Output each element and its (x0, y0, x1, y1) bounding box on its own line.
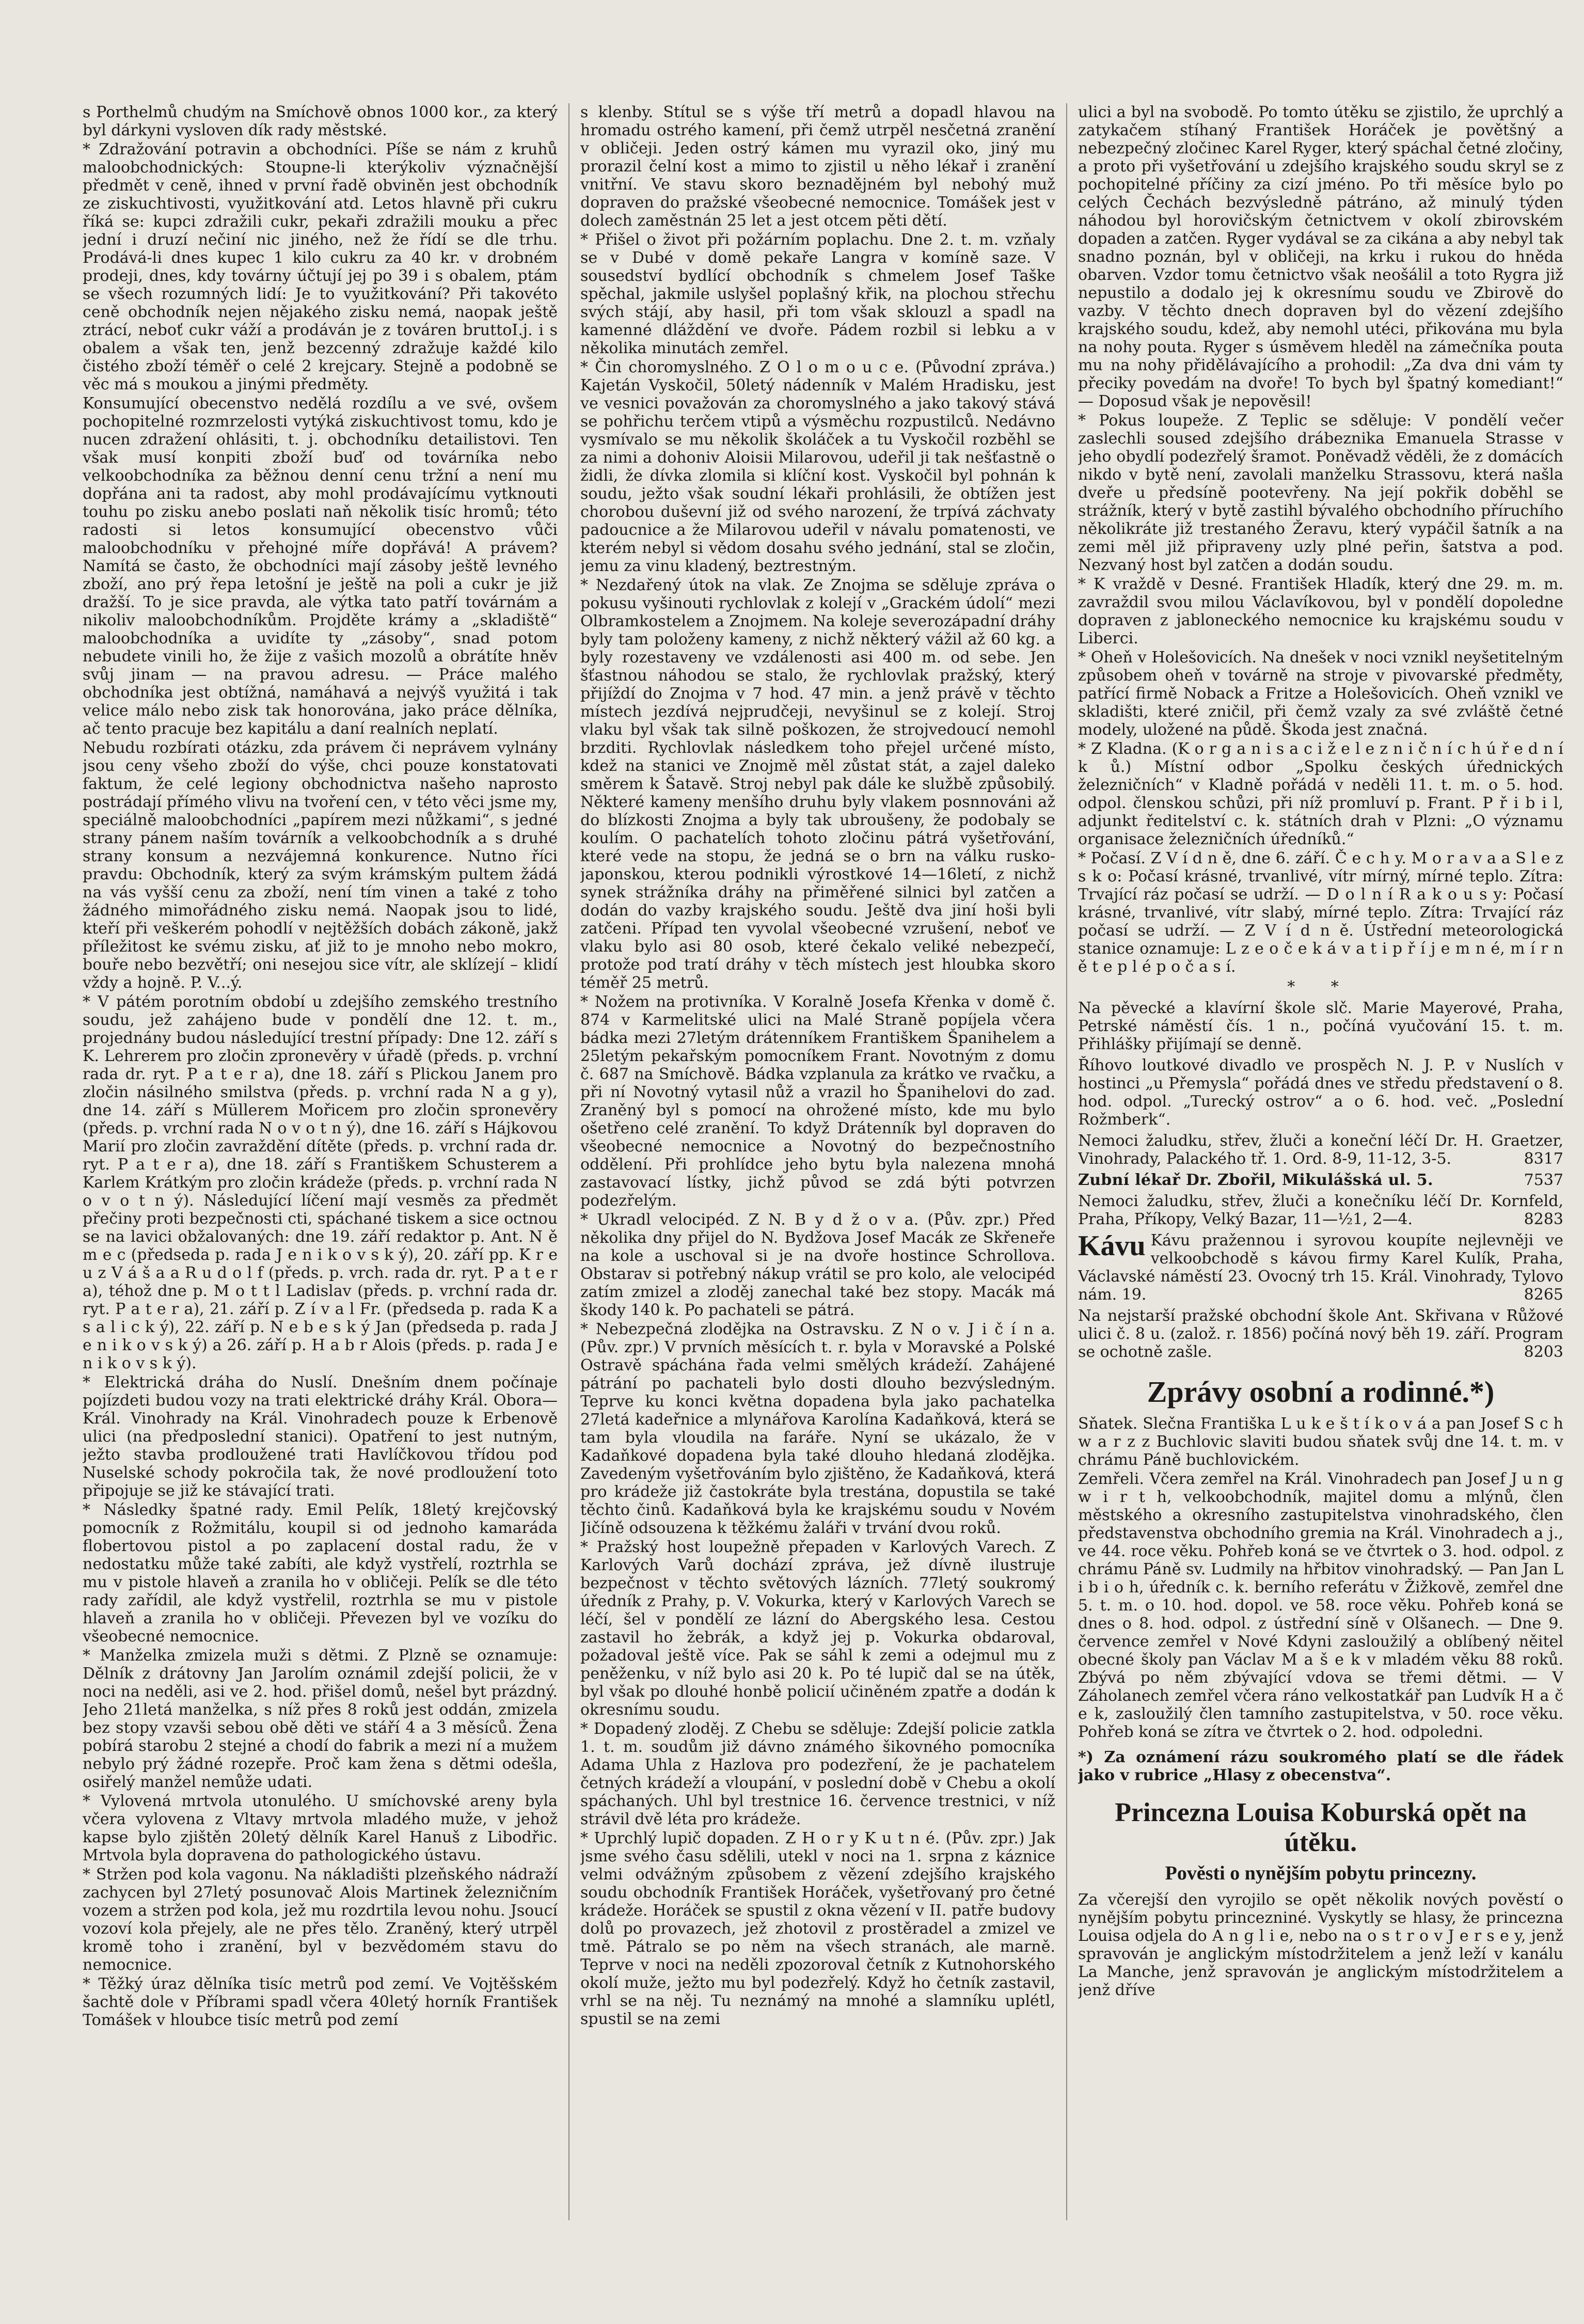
personal-paragraph: Sňatek. Slečna Františka L u k e š t í k o v á a pan Josef S c h w a r z z Buchlovic slaviti budou sňatek svůj dne 14. t. m. v chrámu Páně buchlovickém. (1078, 1415, 1563, 1469)
article-paragraph: ulici a byl na svobodě. Po tomto útěku se zjistilo, že uprchlý a zatykačem stíhaný František Horáček je povětšný a nebezpečný zločinec Karel Ryger, který spáchal četné zločiny, a proto při vyšetřování u zdejšího krajského soudu skryl se z pochopitelné příčiny za cizí jméno. Po tři měsíce bylo po celých Čechách bezvýsledně pátráno, až minulý týden náhodou byl horovičským četnictvem v okolí zbirovském dopaden a zatčen. Ryger vydával se za cikána a aby nebyl tak snadno poznán, byl v obličeji, na krku i rukou do hněda obarven. Vzdor tomu četnictvo však neošálil a toto Rygra již nepustilo a dodalo jej k okresnímu soudu ve Zbirově do vazby. V těchto dnech dopraven byl do vězení zdejšího krajského soudu, kdež, aby nemohl utéci, přikována mu byla na nohy pouta. Ryger s úsměvem hleděl na zámečníka pouta mu na nohy přidělávajícího a prohodil: „Za dva dni vám ty přeciky povedám na dvoře! To bych byl špatný komediant!“ — Doposud však je nepověsil! (1078, 103, 1563, 410)
article-paragraph: * Pražský host loupežně přepaden v Karlových Varech. Z Karlových Varů dochází zpráva, jež dívně ilustruje bezpečnost v těchto světových lázních. 77letý soukromý úředník z Prahy, p. V. Vokurka, který v Karlových Varech se léčí, šel v pondělí ze lázní do Abergského lesa. Cestou zastavil ho žebrák, a když jej p. Vokurka obdaroval, požadoval ještě více. Pak se sáhl k zemi a odejmul mu z peněženku, v níž bylo asi 20 k. Po té lupič dal se na útěk, byl však po dlouhé honbě policií učiněném zpatře a dodán k okresnímu soudu. (580, 1538, 1055, 1719)
advert-text: Říhovo loutkové divadlo ve prospěch N. J. P. v Nuslích v hostinci „u Přemysla“ pořádá dnes ve středu představení o 8. hod. odpol. „Turecký ostrov“ a o 6. hod. več. „Poslední Rožmberk“. (1078, 1056, 1563, 1129)
article-paragraph: s klenby. Stítul se s výše tří metrů a dopadl hlavou na hromadu ostrého kamení, při čemž utrpěl nesčetná zranění v obličeji. Jeden ostrý kámen mu vyrazil oko, jiný mu prorazil čelní kost a mimo to zjistil u něho lékař i zranění vnitřní. Ve stavu skoro beznadějném byl nebohý muž dopraven do pražské všeobecné nemocnice. Tomášek jest v dolech zaměstnán 25 let a jest otcem pěti dětí. (580, 103, 1055, 230)
article-paragraph: * V pátém porotním období u zdejšího zemského trestního soudu, jež zahájeno bude v pondělí dne 12. t. m., projednány budou následující trestní případy: Dne 12. září s K. Lehrerem pro zločin zpronevěry v úřadě (předs. p. vrchní rada dr. ryt. P a t e r a), dne 18. září s Plickou Janem pro zločin násilného smilstva (předs. p. vrchní rada N a g y), dne 14. září s Müllerem Mořicem pro zločin spronevěry (předs. p. vrchní rada N o v o t n ý), dne 16. září s Hájkovou Marií pro zločin zavraždění dítěte (předs. p. vrchní rada dr. ryt. P a t e r a), dne 18. září s Františkem Schusterem a Karlem Krátkým pro zločin krádeže (předs. p. vrchní rada N o v o t n ý). Následující líčení mají vesměs za předmět přečiny proti bezpečnosti cti, spáchané tiskem a sice octnou se na lavici obžalovaných: dne 19. září redaktor p. Ant. N ě m e c (předseda p. rada J e n i k o v s k ý), 20. září pp. K r e u z V á š a a R u d o l f (předs. p. vrch. rada dr. ryt. P a t e r a), téhož dne p. M o t t l Ladislav (předs. p. vrchní rada dr. ryt. P a t e r a), 21. září p. Z í v a l Fr. (předseda p. rada K a s a l i c k ý), 22. září p. N e b e s k ý Jan (předseda p. rada J e n i k o v s k ý) a 26. září p. H a b r Alois (předs. p. rada J e n i k o v s k ý). (83, 993, 558, 1372)
advert-graetzer (1078, 1132, 1563, 1168)
advert-text: Kávu pražennou i syrovou koupíte nejlevněji ve velkoobchodě s kávou firmy Karel Kulík, Praha, Václavské náměstí 23. Ovocný trh 15. Král. Vinohrady, Tylovo nám. 19. (1078, 1231, 1563, 1304)
advert-number: 8317 (1524, 1150, 1563, 1168)
advert-text: Zubní lékař Dr. Zbořil, Mikulášská ul. 5. (1078, 1171, 1433, 1189)
article-paragraph: * Počasí. Z V í d n ě, dne 6. září. Č e c h y. M o r a v a a S l e z s k o: Počasí krásné, trvanlivé, vítr mírný, mírné teplo. Zítra: Trvající ráz počasí se udrží. — D o l n í R a k o u s y: Počasí krásné, trvanlivé, vítr slabý, mírné teplo. Zítra: Trvající ráz počasí se udrží. — Z V í d n ě. Ústřední meteorologická stanice oznamuje: L z e o č e k á v a t i p ř í j e m n é, m í r n ě t e p l é p o č a s í. (1078, 849, 1563, 976)
column-1 (83, 103, 558, 2220)
article-paragraph: * Uprchlý lupič dopaden. Z H o r y K u t n é. (Pův. zpr.) Jak jsme svého času sdělili, utekl v noci na 1. srpna z káznice velmi odvážným způsobem z vězení zdejšího krajského soudu obchodník František Horáček, vyšetřovaný pro četné krádeže. Horáček se spustil z okna vězení v II. patře budovy dolů po provazech, jež zhotovil z prostěradel a zmizel ve tmě. Pátralo se po něm na všech stranách, ale marně. Teprve v noci na neděli zpozoroval četník z Kutnohorského okolí muže, ježto mu byl podezřelý. Když ho četník zastavil, vrhl se na něj. Tu neznámý na mnohé a slamníku uplétl, spustil se na zemi (580, 1829, 1055, 2028)
article-paragraph: * Čin choromyslného. Z O l o m o u c e. (Původní zpráva.) Kajetán Vyskočil, 50letý nádenník v Malém Hradisku, jest ve vesnici považován za choromyslného a jako takový stává se pohřichu terčem vtipů a výsměchu rozpustilců. Nedávno vysmívalo se mu několik školáček a tu Vyskočil rozběhl se za nimi a dohoniv Aloisii Milarovou, udeřil ji tak nešťastně o židli, že dívka zlomila si klíční kost. Vyskočil byl pohnán k soudu, ježto však soudní lékaři prohlásili, že obtížen jest chorobou duševní již od svého narození, že trpívá záchvaty padoucnice a že Milarovou udeřil v návalu pomatenosti, ve kterém nebyl si vědom dosahu svého jednání, stal se zločin, jemu za vinu kladený, beztrestným. (580, 358, 1055, 575)
article-paragraph: * Přišel o život při požárním poplachu. Dne 2. t. m. vzňaly se v Dubé v domě pekaře Langra v komíně saze. V sousedství bydlící obchodník s chmelem Josef Taške spěchal, jakmile uslyšel poplašný křik, na plochou střechu svých stájí, aby hasil, při tom však sklouzl a spadl na kamenné dláždění ve dvoře. Pádem rozbil si lebku a v několika minutách zemřel. (580, 231, 1055, 357)
article-subheadline: Pověsti o nynějším pobytu princezny. (1165, 1862, 1477, 1884)
advert-singing-school (1078, 999, 1563, 1053)
article-paragraph: s Porthelmů chudým na Smíchově obnos 1000 kor., za který byl dárkyni vysloven dík rady městské. (83, 103, 558, 139)
advert-business-school (1078, 1307, 1563, 1361)
separator-stars: * * (1287, 978, 1354, 996)
column-rule-1 (568, 103, 569, 2220)
advert-text: Nemoci žaludku, střev, žluči a konečníku léčí Dr. Kornfeld, Praha, Příkopy, Velký Bazar, 11—½1, 2—4. (1078, 1192, 1563, 1228)
article-paragraph: * Těžký úraz dělníka tisíc metrů pod zemí. Ve Vojtěšském šachtě dole v Příbrami spadl včera 40letý horník František Tomášek v hloubce tisíc metrů pod zemí (83, 1975, 558, 2029)
article-paragraph: * Elektrická dráha do Nuslí. Dnešním dnem počínaje pojízdeti budou vozy na trati elektrické dráhy Král. Obora—Král. Vinohrady na Král. Vinohradech pouze k Erbenově ulici (na předposlední stanici). Opatření to jest nutným, ježto stavba prodloužené trati Havlíčkovou třídou pod Nuselské schody pokročila tak, že nové prodloužení toto připojuje se již ke stávající trati. (83, 1373, 558, 1500)
section-title: Zprávy osobní a rodinné.*) (1147, 1375, 1495, 1409)
advert-text: Na nejstarší pražské obchodní škole Ant. Skřivana v Růžové ulici č. 8 u. (založ. r. 1856) počíná nový běh 19. září. Program se ochotně zašle. (1078, 1307, 1563, 1361)
advert-coffee (1078, 1231, 1563, 1304)
advert-puppet-theatre (1078, 1056, 1563, 1129)
article-paragraph: * Oheň v Holešovicích. Na dnešek v noci vznikl neyšetitelným způsobem oheň v továrně na stroje v pivovarské předměty, patřící firmě Noback a Fritze a Holešovicích. Oheň vznikl ve skladišti, které zničil, při čemž vzaly za své zvláště četné modely, uložené na půdě. Škoda jest značná. (1078, 649, 1563, 739)
advert-number: 8203 (1524, 1343, 1563, 1361)
advert-text: Nemoci žaludku, střev, žluči a koneční léčí Dr. H. Graetzer, Vinohrady, Palackého tř. 1. Ord. 8-9, 11-12, 3-5. (1078, 1132, 1563, 1168)
article-paragraph: * Stržen pod kola vagonu. Na nákladišti plzeňského nádraží zachycen byl 27letý posunovač Alois Martinek železničním vozem a stržen pod kola, jež mu rozdrtila levou nohu. Jsoucí vozoví kola přejely, ale ne přes tělo. Zraněný, který utrpěl kromě toho i zranění, byl v bezvědomém stavu do nemocnice. (83, 1865, 558, 1974)
article-paragraph: * Nožem na protivníka. V Koralně Josefa Křenka v domě č. 874 v Karmelitské ulici na Malé Straně popíjela včera bádka mezi 27letým drátenníkem Františkem Španihelem a 25letým pekařským pomocníkem Frant. Novotným z domu č. 687 na Smíchově. Bádka vzplanula za krátko ve rvačku, a při ní Novotný vytasil nůž a vrazil ho Španihelovi do zad. Zraněný byl s pomocí na ohrožené místo, kde mu bylo ošetřeno celé zranění. To když Drátenník byl dopraven do všeobecné nemocnice a Novotný do bezpečnostního oddělení. Při prohlídce jeho bytu byla nalezena mnohá zastavovací lístky, jichž původ se zdá býti potvrzen podezřelým. (580, 993, 1055, 1210)
advert-number: 7537 (1524, 1171, 1563, 1189)
article-paragraph: * Z Kladna. (K o r g a n i s a c i ž e l e z n i č n í c h ú ř e d n í k ů.) Místní odbor „Spolku českých úřednických železničních“ v Kladně pořádá v neděli 11. t. m. o 5. hod. odpol. členskou schůzi, při níž promluví p. Frant. P ř i b i l, adjunkt ředitelství c. k. státních drah v Plzni: „O významu organisace železničních úředníků.“ (1078, 740, 1563, 848)
advert-dentist (1078, 1171, 1563, 1189)
article-paragraph: Nebudu rozbírati otázku, zda právem či neprávem vylnány jsou ceny všeho zboží do výše, chci pouze konstatovati faktum, že celé legiony obchodnictva našeho naprosto postrádají přímého vlivu na tvoření cen, v této věci jsme my, speciálně maloobchodníci „papírem mezi nůžkami“, s jedné strany pánem naším továrník a velkoobchodník a s druhé strany konsum a nezvájemná konkurence. Nutno říci pravdu: Obchodník, který za svým krámským pultem žádá na vás vyšší cenu za zboží, není tím vinen a také z toho žádného mimořádného zisku nemá. Naopak jsou to lidé, kteří při veškerém pohodlí v nejtěžších dobách zákoně, jakž příležitost ke svému zisku, ať již to je mnoho nebo mokro, bouře nebo bezvětří; oni nesejou sice vítr, ale sklízejí – klidí vždy a hojně. P. V...ý. (83, 739, 558, 992)
column-3 (1078, 103, 1563, 2220)
column-2 (580, 103, 1055, 2220)
advert-kornfeld (1078, 1192, 1563, 1228)
article-paragraph: * K vraždě v Desné. František Hladík, který dne 29. m. m. zavraždil svou milou Václavíkovou, byl v pondělí dopoledne dopraven z jabloneckého nemocnice ku krajskému soudu v Liberci. (1078, 575, 1563, 647)
advert-number: 8283 (1524, 1210, 1563, 1228)
article-paragraph: * Zdražování potravin a obchodníci. Píše se nám z kruhů maloobchodnických: Stoupne-li kterýkoliv význačnější předmět v ceně, ihned v první řadě obviněn jest obchodník ze ziskuchtivosti, využitkování atd. Letos hlavně při cukru říká se: kupci zdražili cukr, pekaři zdražili mouku a přec jední i druzí nečiní nic jiného, než že řídí se dle trhu. Prodává-li dnes kupec 1 kilo cukru za 40 kr. v drobném prodeji, dnes, kdy továrny účtují jej po 39 i s obalem, ptám se všech rozumných lidí: Je to využitkování? Při takovéto ceně obchodník nejen nějakého zisku nemá, naopak ještě ztrácí, neboť cukr váží a prodáván je z továren bruttoI.j. i s obalem a však ten, jenž bezcenný zdražuje každé kilo čistého zboží téměř o celé 2 krejcary. Stejně a podobně se věc má s moukou a jinými předměty. (83, 140, 558, 393)
article-paragraph: * Vylovená mrtvola utonulého. U smíchovské areny byla včera vylovena z Vltavy mrtvola mladého muže, v jehož kapse bylo zjištěn 20letý dělník Karel Hanuš z Libodřic. Mrtvola byla dopravena do pathologického ústavu. (83, 1792, 558, 1864)
article-paragraph: * Dopadený zloděj. Z Chebu se sděluje: Zdejší policie zatkla 1. t. m. soudům již dávno známého šikovného pomocníka Adama Uhla z Hazlova pro podezření, že je pachatelem četných krádeží a vloupání, v poslední době v Chebu a okolí spáchaných. Uhl byl trestnice 16. července trestnici, v níž strávil dvě léta pro krádeže. (580, 1720, 1055, 1828)
article-paragraph: * Pokus loupeže. Z Teplic se sděluje: V pondělí večer zaslechli soused zdejšího drábeznika Emanuela Strasse v jeho obydlí podezřelý šramot. Poněvadž věděli, že z domácích nikdo v bytě není, zavolali manželku Strassovu, která našla dveře u předsíně pootevřeny. Na její pokřik doběhl se strážník, který v bytě zastihl bývalého obchodního příruchího několikráte již trestaného Žeravu, který vypáčil šatník a na zemi měl již připraveny uzly plné peřin, šatstva a pod. Nezvaný host byl zatčen a dodán soudu. (1078, 412, 1563, 574)
article-paragraph: Za včerejší den vyrojilo se opět několik nových pověstí o nynějším pobytu princezniné. Vyskytly se hlasy, že princezna Louisa odjela do A n g l i e, nebo na o s t r o v J e r s e y, jenž spravován je anglickým místodržitelem a jenž leží v kanálu La Manche, jenž spravován je anglickým místodržitelem a jenž dříve (1078, 1891, 1563, 1999)
article-paragraph: * Manželka zmizela muži s dětmi. Z Plzně se oznamuje: Dělník z drátovny Jan Jarolím oznámil zdejší policii, že v noci na neděli, asi ve 2. hod. přišel domů, nešel byt prázdný. Jeho 21letá manželka, s níž přes 8 roků jest oddán, zmizela bez stopy vzavši sebou obě děti ve stáří 4 a 3 měsíců. Žena pobírá starobu 2 stejné a chodí do fabrik a mezi ní a mužem nebylo prý žádné rozepře. Proč kam žena s dětmi odešla, osiřelý manžel nemůže udati. (83, 1647, 558, 1791)
advert-number: 8265 (1524, 1286, 1563, 1304)
article-paragraph: Konsumující obecenstvo nedělá rozdílu a ve své, ovšem pochopitelné rozmrzelosti vytýká ziskuchtivost tomu, kdo je nucen zdražení ohlásiti, t. j. obchodníku detailistovi. Ten však musí konpiti zboží buď od továrníka nebo velkoobchodníka za běžnou denní cenu tržní a není mu dopřána ani ta radost, aby mohl prodávajícímu vytknouti touhu po zisku anebo poslati naň několik tisíc hromů; této radosti si letos konsumující obecenstvo vůči maloobchodníku v přehojné míře dopřává! A právem? Namítá se často, že obchodníci mají zásoby ještě levného zboží, ano prý řepa letošní je ještě na poli a cukr je již dražší. To je sice pravda, ale výtka tato patří továrnám a nikoliv maloobchodníkům. Projděte krámy a „skladiště“ maloobchodníka a uvidíte ty „zásoby“, snad potom nebudete vinili ho, že žije z vašich mozolů a obrátíte hněv svůj jinam — na pravou adresu. — Práce malého obchodníka jest obtížná, namáhavá a nejvýš využitá i tak velice málo nebo zisk tak honorována, jako práce dělníka, ač tento pracuje bez kapitálu a daní realních neplatí. (83, 394, 558, 738)
personal-paragraph: Zemřeli. Včera zemřel na Král. Vinohradech pan Josef J u n g w i r t h, velkoobchodník, majitel domu a mlýnů, člen městského a okresního zastupitelstva vinohradského, člen představenstva obchodního gremia na Král. Vinohradech a j., ve 44. roce věku. Pohřeb koná se ve čtvrtek o 3. hod. odpol. z chrámu Páně sv. Ludmily na hřbitov vinohradský. — Pan Jan L i b i o h, úředník c. k. berního referátu v Žižkově, zemřel dne 5. t. m. o 10. hod. dopol. ve 58. roce věku. Pohřeb koná se dnes o 8. hod. odpol. z ústřední síně v Olšanech. — Dne 9. července zemřel v Nové Kdyni zasloužilý a oblíbený něitel obecné školy pan Václav M a š e k v mladém věku 88 roků. Zbývá po něm zbývající vdova se třemi dětmi. — V Záholanech zemřel včera ráno velkostatkář pan Ludvík H a č e k, zasloužilý člen tamního zastupitelstva, v 50. roce věku. Pohřeb koná se zítra ve čtvrtek o 2. hod. odpoledni. (1078, 1470, 1563, 1741)
article-paragraph: * Nebezpečná zlodějka na Ostravsku. Z N o v. J i č í n a. (Pův. zpr.) V prvních měsících t. r. byla v Moravské a Polské Ostravě spáchána řada velmi smělých krádeží. Zahájené pátrání po pachateli bylo dosti dlouho bezvýsledným. Teprve ku konci května dopadena byla jako pachatelka 27letá kadeřnice a mlynářova Karolína Kadaňková, která se tam byla vloudila na faráře. Nyní se ukázalo, že v Kadaňkové dopadena byla také dlouho hledaná zlodějka. Zavedeným vyšetřováním bylo zjištěno, že Kadaňková, která pro krádeže již častokráte byla trestána, dopustila se také těchto činů. Kadaňková byla ke krajskému soudu v Novém Jičíně odsouzena k těžkému žaláři v trvání dvou roků. (580, 1320, 1055, 1537)
column-rule-2 (1066, 103, 1067, 2220)
advert-big-word: Kávu (1078, 1230, 1146, 1262)
article-headline: Princezna Louisa Koburská opět na útěku. (1115, 1798, 1527, 1857)
article-paragraph: * Nezdařený útok na vlak. Ze Znojma se sděluje zpráva o pokusu vyšinouti rychlovlak z kolejí v „Grackém údolí“ mezi Olbramkostelem a Znojmem. Na koleje severozápadní dráhy byly tam položeny kameny, z nichž některý vážil až 60 kg. a byly rozestaveny ve vzdálenosti asi 400 m. od sebe. Jen šťastnou náhodou se stalo, že rychlovlak pražský, který přijíždí do Znojma v 7 hod. 47 min. a jenž právě v těchto místech jezdívá nejprudčeji, nevyšinul se z kolejí. Stroj vlaku byl však tak silně poškozen, že strojvedoucí nemohl brzditi. Rychlovlak následkem toho přejel určené místo, kdež na stanici ve Znojmě měl zůstat stát, a zajel daleko směrem k Šatavě. Stroj nebyl pak dále ke službě způsobilý. Některé kameny menšího druhu byly vlakem posnnováni až do blízkosti Znojma a byly tak ubroušeny, že podobaly se koulím. O pachatelích tohoto zločinu pátrá vyšetřování, které vede na stopu, že jedná se o brn na válku rusko-japonskou, kterou podnikli výrostkové 14—16letí, z nichž synek strážníka dráhy na přiměřené silnici byl zatčen a dodán do vazby krajského soudu. Ještě dva jiní hoši byli zatčeni. Případ ten vyvolal všeobecné vzrušení, neboť ve vlaku bylo asi 80 osob, které čekalo veliké nebezpečí, protože pod tratí dráhy v těch místech jest hloubka skoro téměř 25 metrů. (580, 576, 1055, 992)
article-paragraph: * Následky špatné rady. Emil Pelík, 18letý krejčovský pomocník z Rožmitálu, koupil si od jednoho kamaráda flobertovou pistol a po zaplacení dostal radu, že v nedostatku může také zabíti, ale když vystřelí, roztrhla se mu v pistole hlaveň a zranila ho v obličeji. Pelík se dle této rady zařídil, ale když vystřelil, roztrhla se mu v pistole hlaveň a zranila ho v obličeji. Převezen byl ve vozíku do všeobecné nemocnice. (83, 1501, 558, 1646)
advert-text: Na pěvecké a klavírní škole slč. Marie Mayerové, Praha, Petrské náměstí čís. 1 n., počíná vyučování 15. t. m. Přihlášky přijímají se denně. (1078, 999, 1563, 1053)
page-columns (83, 103, 1563, 2220)
article-paragraph: * Ukradl velocipéd. Z N. B y d ž o v a. (Pův. zpr.) Před několika dny přijel do N. Bydžova Josef Macák ze Skřeneře na kole a uschoval si je na dvoře hostince Schrollova. Obstarav si potřebný nákup vrátil se pro kolo, ale velocipéd zatím zmizel a zloděj zanechal také bez stopy. Macák má škody 140 k. Po pachateli se pátrá. (580, 1211, 1055, 1319)
footnote: *) Za oznámení rázu soukromého platí se dle řádek jako v rubrice „Hlasy z obecenstva“. (1078, 1748, 1563, 1784)
